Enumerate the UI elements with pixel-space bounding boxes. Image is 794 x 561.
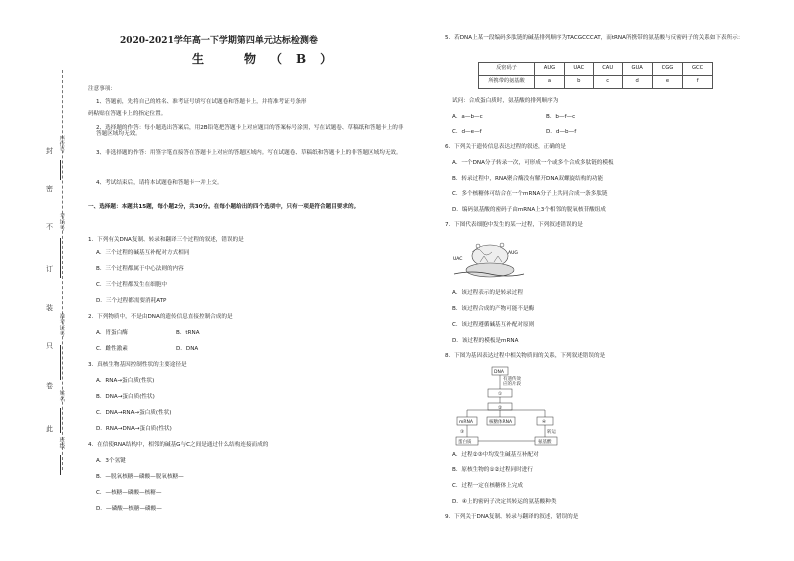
table-row bbox=[479, 76, 713, 89]
protein-box-label: 蛋白质 bbox=[458, 440, 472, 445]
notice-line: 码粘贴在答题卡上的指定位置。 bbox=[88, 111, 167, 117]
table-cell: 反密码子 bbox=[479, 63, 535, 76]
q5-ask: 试问：合成蛋白质时，氨基酸的排列顺序为 bbox=[452, 98, 559, 104]
table-cell: c bbox=[593, 76, 622, 89]
table-cell: CAU bbox=[593, 63, 622, 76]
section-heading: 一、选择题：本题共15题，每小题2分，共30分。在每小题给出的四个选项中，只有一项是符合题目要求的。 bbox=[88, 204, 360, 210]
translation-figure bbox=[452, 236, 526, 286]
q4-option-d[interactable]: D．—磷酸—核糖—磷酸— bbox=[96, 506, 162, 512]
table-cell: GCC bbox=[683, 63, 713, 76]
q7-option-c[interactable]: C．该过程遵循碱基互补配对原则 bbox=[452, 322, 535, 328]
table-cell: b bbox=[564, 76, 593, 89]
q3-stem: 3．真核生物基因控制性状的主要途径是 bbox=[88, 362, 187, 368]
q5-option-a[interactable]: A．a—b—c bbox=[452, 114, 483, 120]
q8-option-c[interactable]: C．过程一定在核糖体上完成 bbox=[452, 483, 524, 489]
q4-option-c[interactable]: C．—核糖—磷酸—核糖— bbox=[96, 490, 162, 496]
table-row bbox=[479, 63, 713, 76]
q2-option-d[interactable]: D．DNA bbox=[176, 346, 199, 352]
rrna-box-label: 核糖体RNA bbox=[489, 420, 513, 425]
cut-word: 密 bbox=[46, 185, 53, 193]
notice-line: 3、非选择题的作答：用签字笔直接答在答题卡上对应的答题区域内。写在试题卷、草稿纸和答题卡上的非答题区域均无效。 bbox=[96, 150, 402, 156]
name-label: 姓名 bbox=[58, 390, 65, 402]
table-cell: UAC bbox=[564, 63, 593, 76]
fill-line bbox=[60, 160, 61, 180]
fill-line bbox=[60, 238, 61, 278]
q6-option-c[interactable]: C．多个核糖体可结合在一个mRNA分子上共同合成一条多肽链 bbox=[452, 191, 608, 197]
step-2-label: ② bbox=[498, 406, 503, 411]
binding-strip bbox=[0, 0, 80, 561]
q5-option-b[interactable]: B．b—f—c bbox=[546, 114, 576, 120]
step-3-label: ③ bbox=[460, 430, 465, 435]
cut-word: 只 bbox=[46, 342, 53, 350]
notice-line: 2、选择题的作答：每小题选出答案后，用2B铅笔把答题卡上对应题目的答案标号涂黑，写在试题卷、草稿纸和答题卡上的非答题区域均无效。 bbox=[96, 125, 404, 138]
q3-option-a[interactable]: A．RNA→蛋白质(性状) bbox=[96, 378, 155, 384]
fill-line bbox=[60, 345, 61, 380]
table-cell: CGG bbox=[652, 63, 683, 76]
q8-stem: 8．下图为基因表达过程中相关物质间的关系，下列叙述错误的是 bbox=[445, 353, 606, 359]
notice-line: 4、考试结束后，请将本试题卷和答题卡一并上交。 bbox=[96, 180, 223, 186]
q9-stem: 9．下列关于DNA复制、转录与翻译的叙述，错误的是 bbox=[445, 514, 579, 520]
exam-subtitle: 生 物（B） bbox=[192, 52, 347, 66]
amino-box-label: 氨基酸 bbox=[538, 440, 552, 445]
q7-option-b[interactable]: B．该过程合成的产物可能不是酶 bbox=[452, 306, 535, 312]
cut-word: 装 bbox=[46, 304, 53, 312]
dna-box-label: DNA bbox=[494, 370, 504, 375]
fill-line bbox=[60, 455, 61, 475]
class-label: 班级 bbox=[58, 437, 65, 449]
cut-word: 不 bbox=[46, 223, 53, 231]
q1-option-d[interactable]: D．三个过程都需要消耗ATP bbox=[96, 298, 167, 304]
transport-label: 转运 bbox=[547, 430, 556, 435]
q2-option-c[interactable]: C．雌性激素 bbox=[96, 346, 128, 352]
cut-word: 封 bbox=[46, 147, 53, 155]
notice-heading: 注意事项： bbox=[88, 86, 116, 92]
ticket-number-label: 准考证号 bbox=[58, 313, 65, 337]
table-cell: GUA bbox=[622, 63, 652, 76]
segment-label-b: 应的片段 bbox=[503, 382, 521, 387]
cut-word: 订 bbox=[46, 265, 53, 273]
q2-option-a[interactable]: A．胃蛋白酶 bbox=[96, 330, 128, 336]
q4-option-b[interactable]: B．—脱氧核糖—磷酸—脱氧核糖— bbox=[96, 474, 184, 480]
q8-option-a[interactable]: A．过程②③中均发生碱基互补配对 bbox=[452, 452, 539, 458]
table-cell: a bbox=[535, 76, 565, 89]
mrna-box-label: mRNA bbox=[459, 420, 473, 425]
q3-option-b[interactable]: B．DNA→蛋白质(性状) bbox=[96, 394, 155, 400]
notice-line: 1、答题前，先将自己的姓名、准考证号填写在试题卷和答题卡上，并将准考证号条形 bbox=[96, 99, 307, 105]
fill-line bbox=[60, 408, 61, 433]
q7-option-a[interactable]: A．该过程表示的是转录过程 bbox=[452, 290, 523, 296]
q4-option-a[interactable]: A．3个氢键 bbox=[96, 458, 126, 464]
q7-option-d[interactable]: D．该过程的模板是mRNA bbox=[452, 338, 519, 344]
q2-option-b[interactable]: B．tRNA bbox=[176, 330, 200, 336]
fig-label-aug: AUG bbox=[508, 251, 518, 256]
q2-stem: 2．下列物质中，不是由DNA的遗传信息直接控制合成的是 bbox=[88, 314, 233, 320]
q8-option-d[interactable]: D．④上的密码子决定其转运的氨基酸种类 bbox=[452, 499, 557, 505]
q5-option-d[interactable]: D．d—b—f bbox=[546, 129, 577, 135]
trna-box-label: ④ bbox=[542, 420, 547, 425]
q6-option-a[interactable]: A．一个DNA分子转录一次，可形成一个或多个合成多肽链的模板 bbox=[452, 160, 614, 166]
fig-label-uac: UAC bbox=[453, 257, 463, 262]
gene-expression-diagram bbox=[455, 365, 565, 447]
exam-room-label: 考场号 bbox=[58, 213, 65, 231]
q1-option-c[interactable]: C．三个过程都发生在细胞中 bbox=[96, 282, 168, 288]
q8-option-b[interactable]: B．原核生物的①②过程同时进行 bbox=[452, 467, 533, 473]
table-cell: f bbox=[683, 76, 713, 89]
q5-stem: 5．若DNA上某一段编码多肽链的碱基排列顺序为TACGCCCAT，而tRNA所携带的氨基酸与反密码子的关系如下表所示： bbox=[445, 35, 744, 41]
q5-option-c[interactable]: C．d—e—f bbox=[452, 129, 482, 135]
cut-line bbox=[62, 70, 63, 470]
q7-stem: 7．下图代表细胞中发生的某一过程，下列叙述错误的是 bbox=[445, 222, 583, 228]
step-1-label: ① bbox=[498, 392, 503, 397]
q3-option-c[interactable]: C．DNA→RNA→蛋白质(性状) bbox=[96, 410, 172, 416]
segment-label-a: 有遗传效 bbox=[503, 377, 521, 382]
q1-stem: 1．下列有关DNA复制、转录和翻译三个过程的叙述，错误的是 bbox=[88, 237, 244, 243]
seat-number-label: 座位号 bbox=[58, 135, 65, 153]
table-cell: e bbox=[652, 76, 683, 89]
table-cell: AUG bbox=[535, 63, 565, 76]
q6-option-b[interactable]: B．转录过程中，RNA聚合酶没有解开DNA双螺旋结构的功能 bbox=[452, 176, 604, 182]
exam-title: 2020-2021学年高一下学期第四单元达标检测卷 bbox=[120, 36, 318, 46]
table-cell: 所携带的氨基酸 bbox=[479, 76, 535, 89]
table-cell: d bbox=[622, 76, 652, 89]
q6-option-d[interactable]: D．编码氨基酸的密码子由mRNA上3个相邻的脱氧核苷酸组成 bbox=[452, 207, 606, 213]
q1-option-a[interactable]: A．三个过程的碱基互补配对方式相同 bbox=[96, 250, 190, 256]
cut-word: 卷 bbox=[46, 382, 53, 390]
q1-option-b[interactable]: B．三个过程都属于中心法则的内容 bbox=[96, 266, 184, 272]
cut-word: 此 bbox=[46, 425, 53, 433]
q4-stem: 4．在信使RNA结构中，相邻的碱基G与C之间是通过什么结构连接而成的 bbox=[88, 442, 269, 448]
q6-stem: 6．下列关于遗传信息表达过程的叙述，正确的是 bbox=[445, 144, 567, 150]
codon-table bbox=[478, 62, 713, 89]
q3-option-d[interactable]: D．RNA→DNA→蛋白质(性状) bbox=[96, 426, 172, 432]
